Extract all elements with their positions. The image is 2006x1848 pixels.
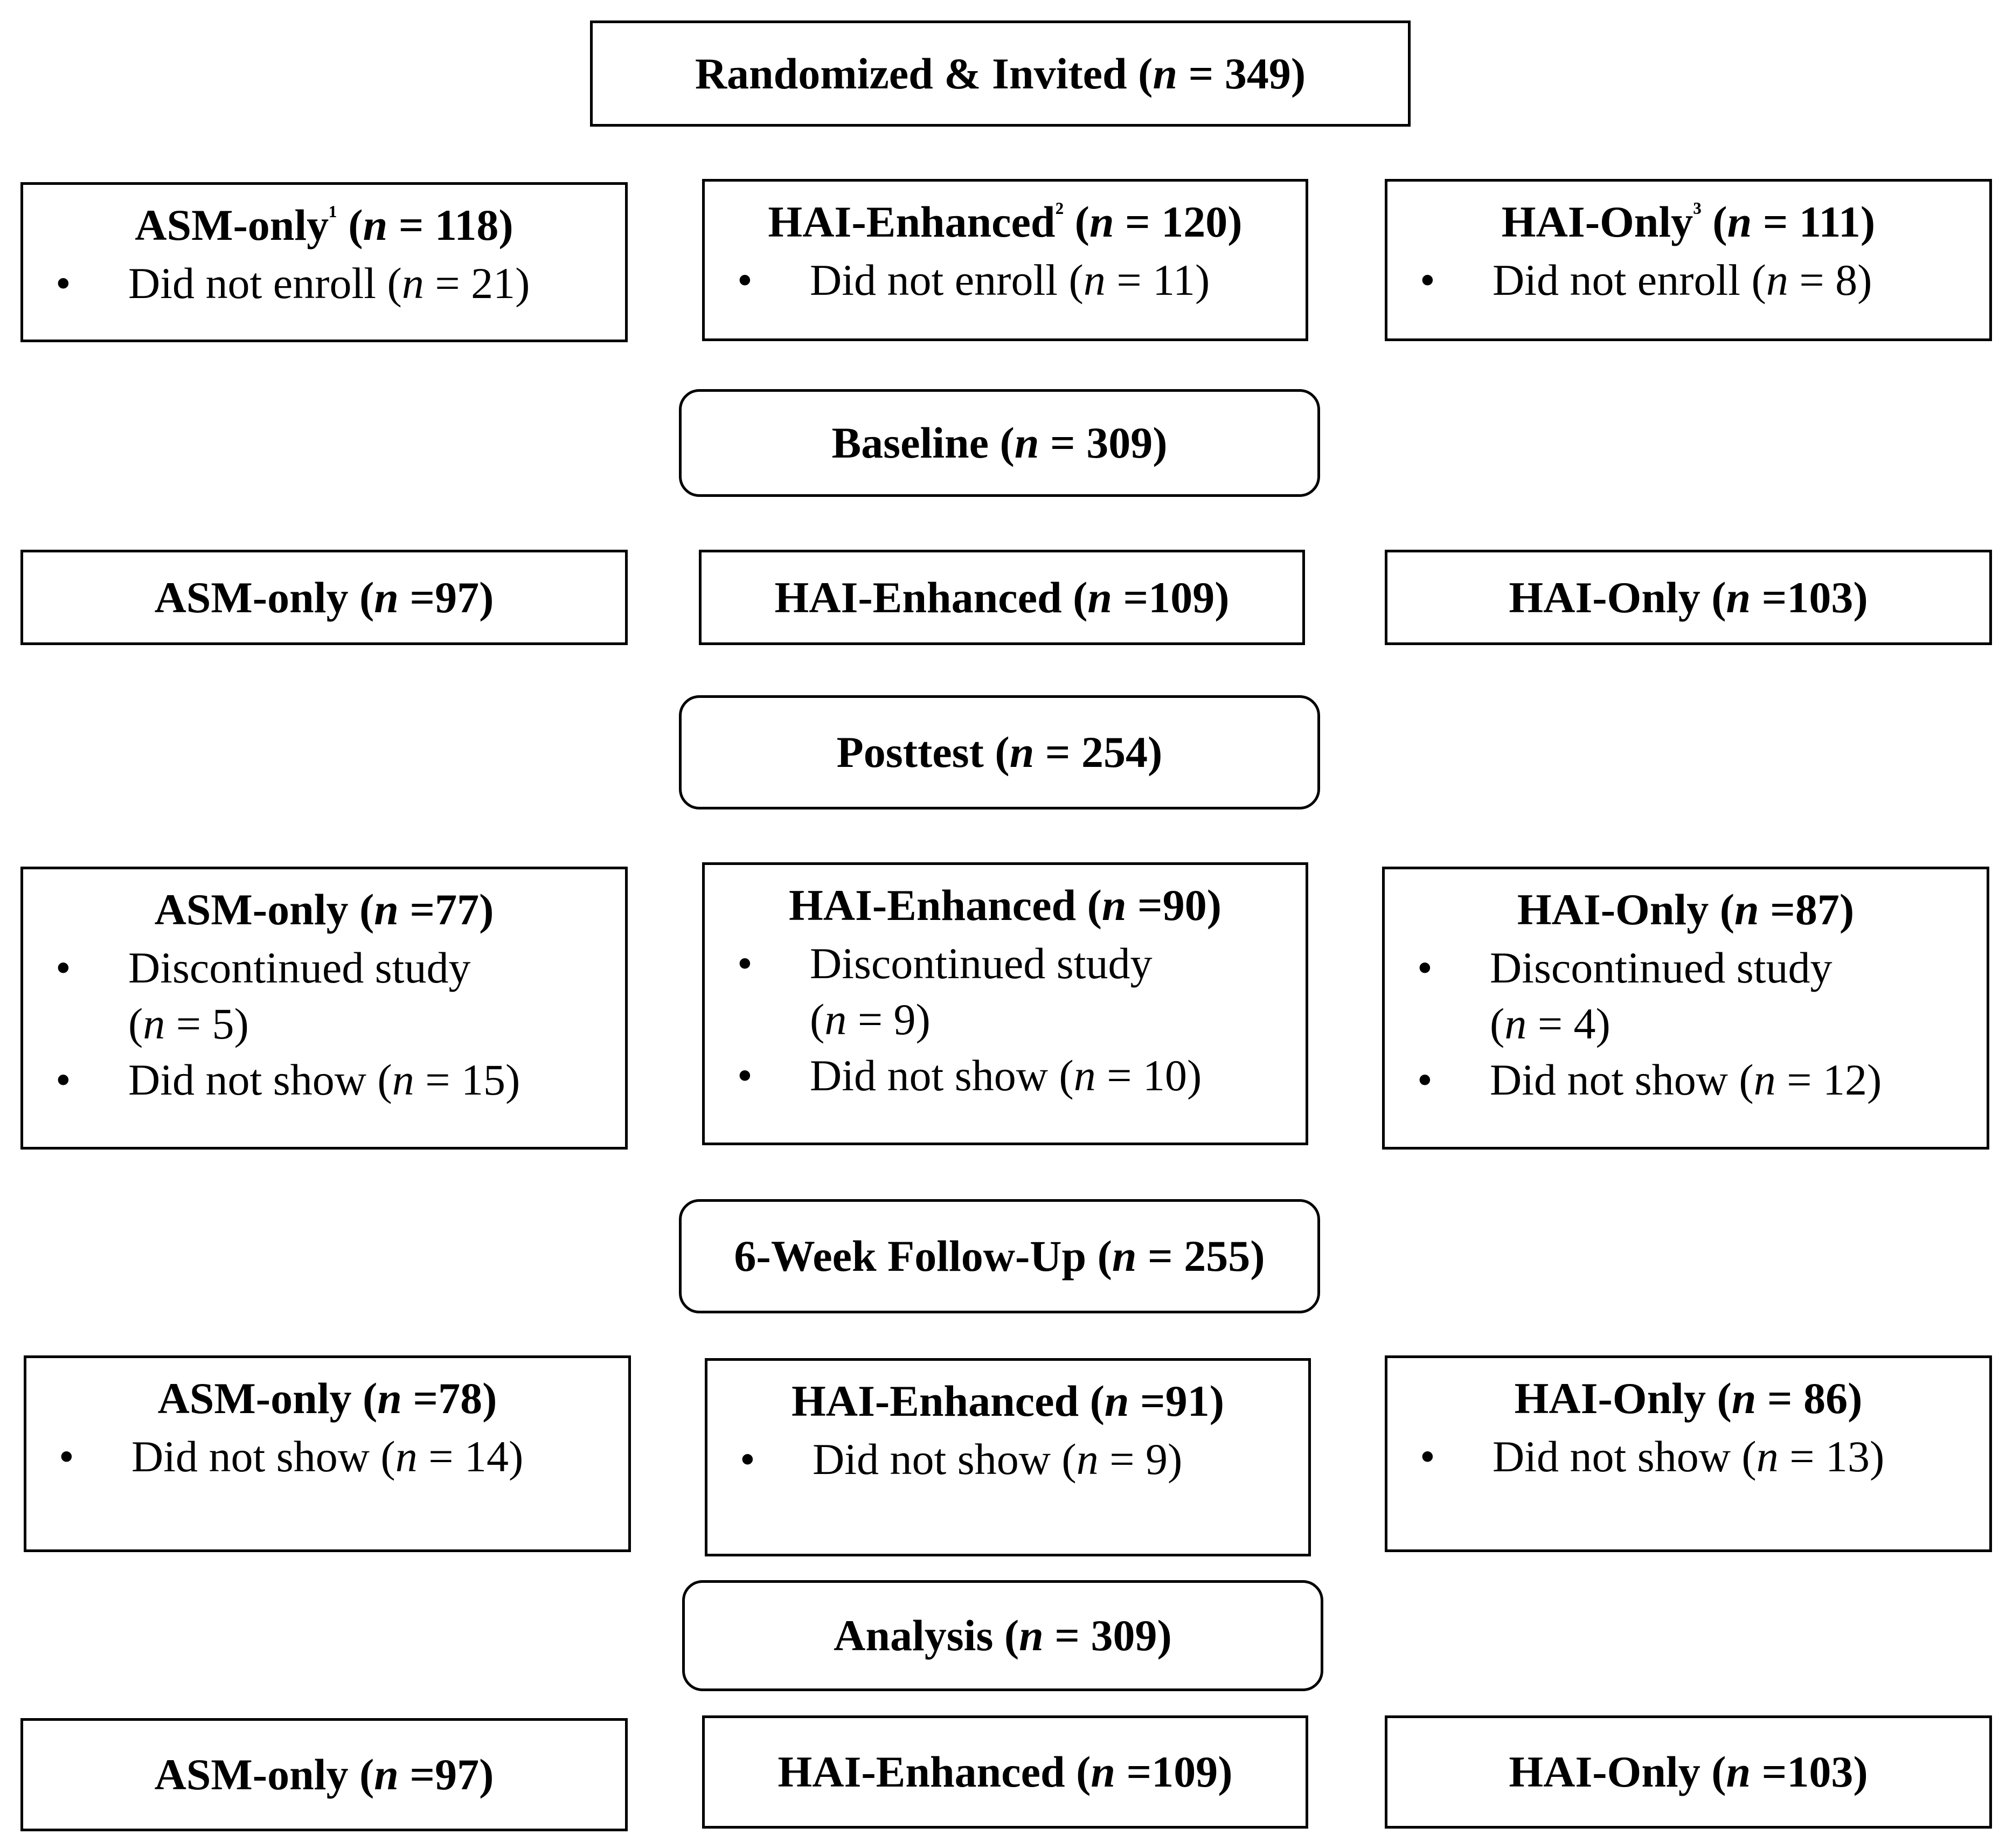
list-item: • Did not enroll (n = 21) bbox=[23, 255, 625, 312]
asm-only-posttest-box bbox=[20, 867, 628, 1150]
asm-only-allocation-box bbox=[20, 182, 628, 342]
bullet-icon: • bbox=[55, 943, 71, 992]
bullet-list bbox=[705, 936, 1306, 1104]
analysis-label: Analysis (n = 309) bbox=[834, 1611, 1172, 1660]
asm-only-analysis-box bbox=[20, 1718, 628, 1831]
group-title: HAI-Enhanced (n =91) bbox=[791, 1376, 1225, 1425]
hai-only-followup-box bbox=[1385, 1355, 1992, 1552]
hai-enhanced-followup-box bbox=[705, 1358, 1311, 1556]
group-title: HAI-Enhanced (n =90) bbox=[788, 881, 1222, 930]
baseline-label: Baseline (n = 309) bbox=[831, 418, 1168, 467]
group-title: HAI-Only (n =87) bbox=[1517, 885, 1855, 934]
group-title: HAI-Enhanced$^{^2}$ (n = 120) bbox=[768, 197, 1243, 246]
list-item: • Did not enroll (n = 8) bbox=[1387, 252, 1989, 308]
group-title: ASM-only$^{^1}$ (n = 118) bbox=[135, 200, 513, 250]
followup-label: 6-Week Follow-Up (n = 255) bbox=[734, 1231, 1265, 1281]
bullet-icon: • bbox=[737, 1050, 753, 1100]
bullet-list bbox=[1387, 252, 1989, 308]
bullet-icon: • bbox=[1417, 1055, 1433, 1104]
hai-enhanced-analysis-box bbox=[702, 1715, 1308, 1829]
randomized-invited-box bbox=[590, 20, 1411, 127]
bullet-icon: • bbox=[737, 938, 753, 988]
hai-only-baseline-box bbox=[1385, 550, 1992, 645]
group-title: HAI-Enhanced (n =109) bbox=[774, 572, 1230, 622]
bullet-icon: • bbox=[59, 1431, 74, 1481]
bullet-list bbox=[1385, 940, 1987, 1108]
bullet-list bbox=[707, 1431, 1308, 1487]
bullet-list bbox=[26, 1429, 628, 1485]
posttest-label: Posttest (n = 254) bbox=[836, 728, 1163, 777]
list-item: • Did not enroll (n = 11) bbox=[705, 252, 1306, 308]
list-item: • Did not show (n = 12) bbox=[1385, 1052, 1987, 1108]
hai-enhanced-baseline-box bbox=[699, 550, 1305, 645]
asm-only-followup-box bbox=[24, 1355, 631, 1552]
hai-enhanced-allocation-box bbox=[702, 179, 1308, 341]
group-title: HAI-Only (n =103) bbox=[1509, 572, 1868, 622]
group-title: HAI-Only (n =103) bbox=[1509, 1747, 1868, 1796]
bullet-icon: • bbox=[737, 255, 753, 304]
group-title: ASM-only (n =97) bbox=[154, 1750, 494, 1799]
list-item: • Did not show (n = 9) bbox=[707, 1431, 1308, 1487]
randomized-invited-label: Randomized & Invited (n = 349) bbox=[695, 49, 1306, 98]
bullet-list bbox=[23, 940, 625, 1108]
bullet-list bbox=[1387, 1429, 1989, 1485]
bullet-list bbox=[23, 255, 625, 312]
followup-box bbox=[679, 1199, 1320, 1313]
list-item: • Discontinued study (n = 5) bbox=[23, 940, 625, 1052]
analysis-box bbox=[682, 1580, 1323, 1691]
list-item: • Did not show (n = 14) bbox=[26, 1429, 628, 1485]
bullet-icon: • bbox=[1420, 255, 1435, 304]
bullet-icon: • bbox=[1417, 943, 1433, 992]
group-title: ASM-only (n =97) bbox=[154, 572, 494, 622]
list-item: • Did not show (n = 15) bbox=[23, 1052, 625, 1108]
bullet-icon: • bbox=[55, 1055, 71, 1104]
list-item: • Discontinued study (n = 4) bbox=[1385, 940, 1987, 1052]
list-item: • Did not show (n = 10) bbox=[705, 1048, 1306, 1104]
bullet-list bbox=[705, 252, 1306, 308]
posttest-box bbox=[679, 695, 1320, 809]
hai-only-analysis-box bbox=[1385, 1715, 1992, 1829]
hai-only-allocation-box bbox=[1385, 179, 1992, 341]
bullet-icon: • bbox=[740, 1434, 755, 1484]
group-title: ASM-only (n =77) bbox=[154, 885, 494, 934]
asm-only-baseline-box bbox=[20, 550, 628, 645]
baseline-box bbox=[679, 389, 1320, 497]
hai-enhanced-posttest-box bbox=[702, 862, 1308, 1145]
bullet-icon: • bbox=[55, 258, 71, 308]
group-title: HAI-Only$^{^3}$ (n = 111) bbox=[1501, 197, 1876, 246]
bullet-icon: • bbox=[1420, 1431, 1435, 1481]
group-title: ASM-only (n =78) bbox=[157, 1374, 497, 1423]
list-item: • Discontinued study (n = 9) bbox=[705, 936, 1306, 1048]
group-title: HAI-Only (n = 86) bbox=[1514, 1374, 1863, 1423]
list-item: • Did not show (n = 13) bbox=[1387, 1429, 1989, 1485]
hai-only-posttest-box bbox=[1382, 867, 1989, 1150]
group-title: HAI-Enhanced (n =109) bbox=[778, 1747, 1233, 1796]
